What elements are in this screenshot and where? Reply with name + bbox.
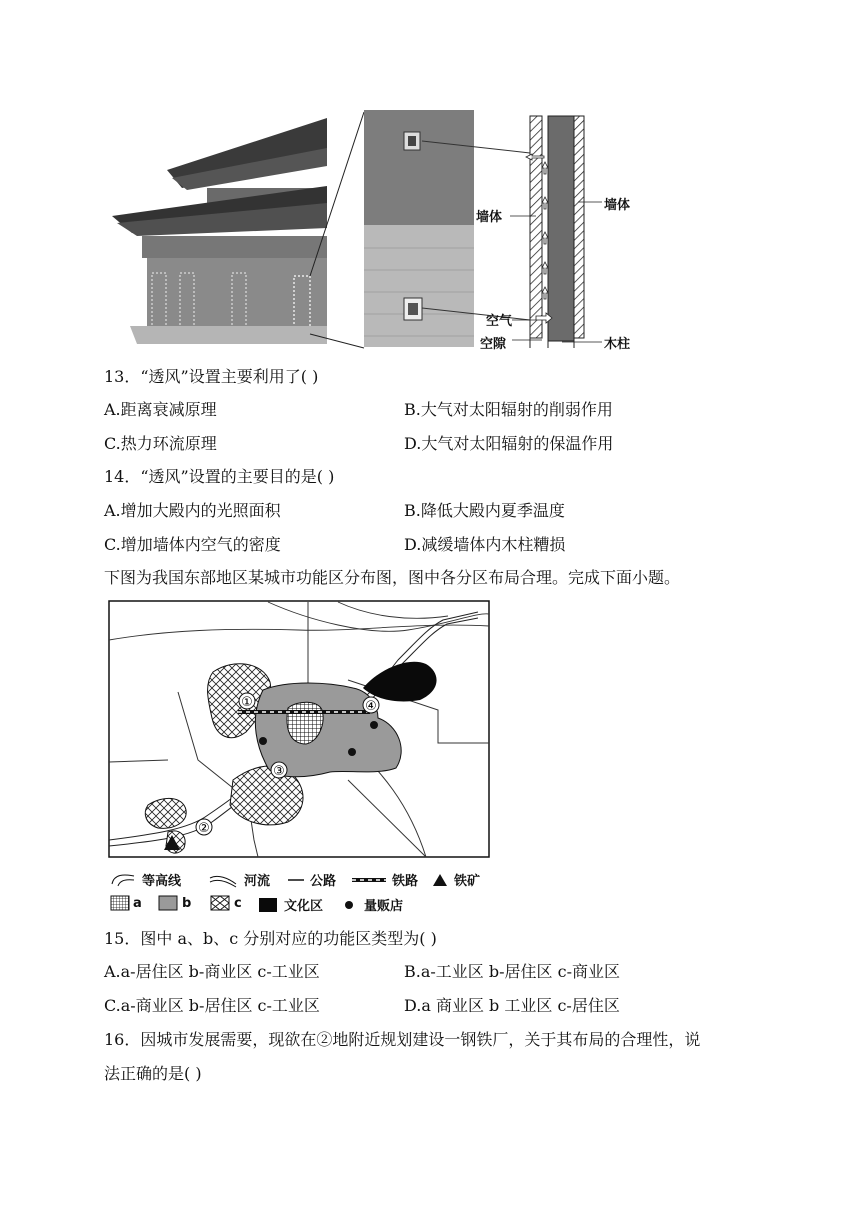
map-intro-text: 下图为我国东部地区某城市功能区分布图，图中各分区布局合理。完成下面小题。 — [104, 568, 681, 587]
legend-store: 量贩店 — [342, 895, 403, 914]
question-15 — [104, 929, 437, 949]
q13-option-c[interactable]: C.热力环流原理 — [104, 434, 217, 453]
palace-photo — [112, 108, 364, 353]
marker-4: ④ — [365, 699, 377, 714]
zone-c-3 — [145, 798, 186, 828]
gray-swatch-icon — [158, 895, 178, 911]
q13-option-d[interactable]: D.大气对太阳辐射的保温作用 — [404, 434, 614, 453]
q14-option-b[interactable]: B.降低大殿内夏季温度 — [404, 501, 565, 520]
question-13-number: 13． — [104, 367, 141, 386]
contour-legend-icon — [110, 872, 136, 888]
question-16-line-2: 法正确的是( ) — [104, 1064, 202, 1083]
wall-cross-section — [510, 116, 602, 348]
question-14-number: 14． — [104, 467, 141, 486]
label-air: 空气 — [486, 314, 513, 329]
q13-option-a[interactable]: A.距离衰减原理 — [104, 400, 217, 419]
label-wall-right: 墙体 — [604, 198, 631, 213]
q14-option-d[interactable]: D.减缓墙体内木柱糟损 — [404, 535, 566, 554]
road-legend-icon — [286, 872, 306, 888]
legend-iron-mine: 铁矿 — [432, 870, 480, 889]
legend-contour: 等高线 — [110, 870, 181, 889]
q13-option-b[interactable]: B.大气对太阳辐射的削弱作用 — [404, 400, 613, 419]
question-16-line-1: 16．因城市发展需要，现欲在②地附近规划建设一钢铁厂，关于其布局的合理性，说 — [104, 1030, 701, 1049]
crosshatch-swatch-icon — [210, 895, 230, 911]
question-15-number: 15． — [104, 929, 141, 948]
q15-option-a[interactable]: A.a-居住区 b-商业区 c-工业区 — [104, 962, 320, 981]
legend-road: 公路 — [286, 870, 336, 889]
q14-option-a[interactable]: A.增加大殿内的光照面积 — [104, 501, 281, 520]
question-14 — [104, 467, 334, 487]
marker-2: ② — [198, 821, 210, 836]
palace-wall-figure — [112, 108, 642, 353]
grid-swatch-icon — [110, 895, 130, 911]
city-function-zone-map — [108, 600, 490, 860]
question-13 — [104, 367, 318, 387]
dot-icon — [342, 897, 356, 913]
triangle-icon — [432, 872, 448, 888]
legend-c: c — [210, 895, 242, 911]
question-15-stem: 图中 a、b、c 分别对应的功能区类型为( ) — [140, 929, 437, 948]
question-13-stem: “透风”设置主要利用了( ) — [140, 367, 319, 386]
q15-option-b[interactable]: B.a-工业区 b-居住区 c-商业区 — [404, 962, 620, 981]
label-wall-left: 墙体 — [476, 210, 503, 225]
marker-1: ① — [241, 695, 253, 710]
q14-option-c[interactable]: C.增加墙体内空气的密度 — [104, 535, 281, 554]
label-gap: 空隙 — [480, 337, 507, 352]
legend-river: 河流 — [208, 870, 270, 889]
black-swatch-icon — [258, 897, 278, 913]
q15-option-d[interactable]: D.a 商业区 b 工业区 c-居住区 — [404, 996, 620, 1015]
label-pillar: 木柱 — [604, 337, 631, 352]
q15-option-c[interactable]: C.a-商业区 b-居住区 c-工业区 — [104, 996, 320, 1015]
legend-a: a — [110, 895, 142, 911]
question-14-stem: “透风”设置的主要目的是( ) — [140, 467, 335, 486]
railway-legend-icon — [350, 872, 388, 888]
legend-culture: 文化区 — [258, 895, 323, 914]
marker-3: ③ — [273, 764, 285, 779]
legend-railway: 铁路 — [350, 870, 418, 889]
legend-b: b — [158, 895, 191, 911]
river-legend-icon — [208, 872, 238, 888]
